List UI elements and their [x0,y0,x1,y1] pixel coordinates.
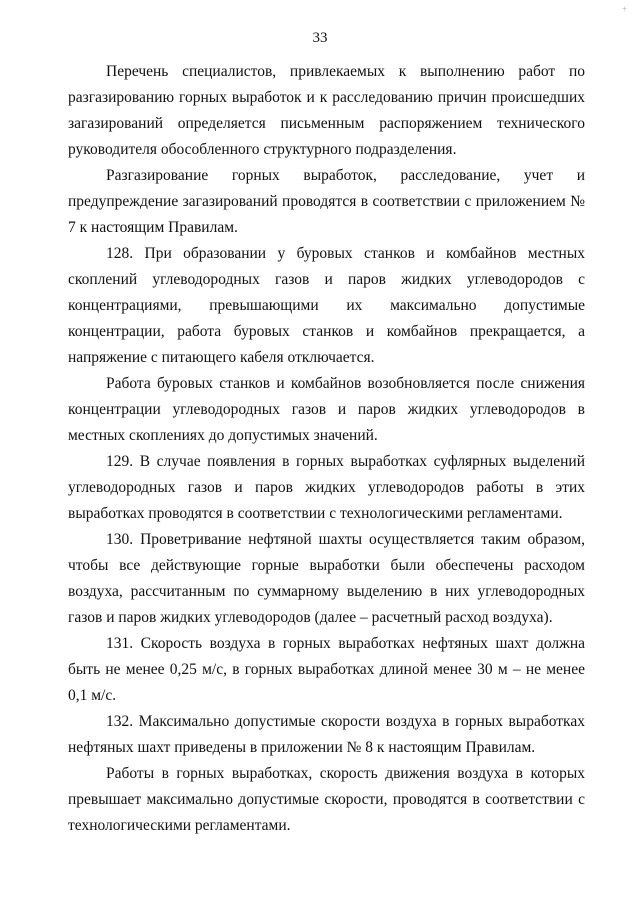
paragraph-specialists-list: Перечень специалистов, привлекаемых к выполнению работ по разгазированию горных выработок и к расследованию причин происшедших загазирований определяется письменным распоряжением технического руководителя обособленного структурного подразделения. [68,63,585,158]
paragraph-129: 129. В случае появления в горных выработках суфлярных выделений углеводородных газов и паров жидких углеводородов работы в этих выработках проводятся в соответствии с технологическими регламентами. [68,453,585,522]
page-number: 33 [312,30,328,46]
document-body [68,59,585,839]
paragraph-132: 132. Максимально допустимые скорости воздуха в горных выработках нефтяных шахт приведены в приложении № 8 к настоящим Правилам. [68,713,585,756]
paragraph-130: 130. Проветривание нефтяной шахты осуществляется таким образом, чтобы все действующие горные выработки были обеспечены расходом воздуха, рассчитанным по суммарному выделению в них углеводородных газов и паров жидких углеводородов (далее – расчетный расход воздуха). [68,531,585,626]
paragraph-degassing: Разгазирование горных выработок, расследование, учет и предупреждение загазирований проводятся в соответствии с приложением № 7 к настоящим Правилам. [68,167,585,236]
paragraph-128: 128. При образовании у буровых станков и комбайнов местных скоплений углеводородных газов и паров жидких углеводородов с концентрациями, превышающими их максимально допустимые концентрации, работа буровых станков и комбайнов прекращается, а напряжение с питающего кабеля отключается. [68,245,585,366]
paragraph-128-resume: Работа буровых станков и комбайнов возобновляется после снижения концентрации углеводородных газов и паров жидких углеводородов в местных скоплениях до допустимых значений. [68,375,585,444]
paragraph-132-works: Работы в горных выработках, скорость движения воздуха в которых превышает максимально допустимые скорости, проводятся в соответствии с технологическими регламентами. [68,765,585,834]
paragraph-131: 131. Скорость воздуха в горных выработках нефтяных шахт должна быть не менее 0,25 м/с, в горных выработках длиной менее 30 м – не менее 0,1 м/с. [68,635,585,704]
corner-mark: + [622,4,628,14]
